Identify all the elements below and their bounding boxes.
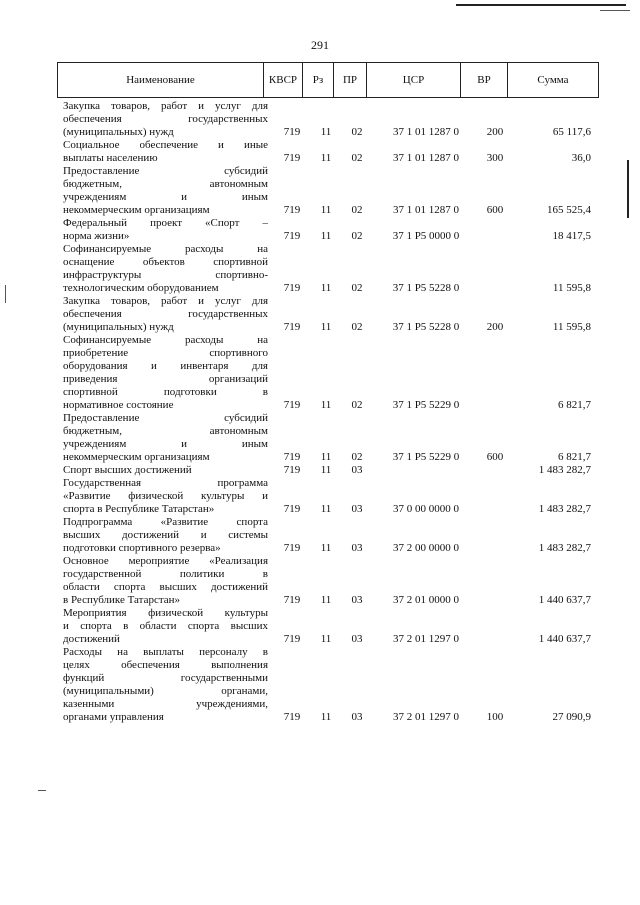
row-name-line: приведения организаций (63, 373, 268, 385)
row-pr: 02 (351, 230, 363, 242)
row-name-line: технологическим оборудованием (63, 282, 219, 294)
row-name-line: Основное мероприятие «Реализация (63, 555, 268, 567)
row-name-line: учреждениям и иным (63, 191, 268, 203)
table-row (57, 646, 597, 724)
row-sum: 27 090,9 (552, 711, 591, 723)
row-name-line: нормативное состояние (63, 399, 174, 411)
row-kvsr: 719 (283, 542, 301, 554)
row-csr: 37 1 P5 5228 0 (392, 321, 460, 333)
row-name (57, 217, 268, 243)
row-name (57, 295, 268, 334)
table-row (57, 295, 597, 334)
row-pr: 03 (351, 503, 363, 515)
row-name (57, 100, 268, 139)
row-name-line: выплаты населению (63, 152, 158, 164)
row-rz: 11 (320, 152, 332, 164)
row-csr: 37 0 00 0000 0 (393, 503, 459, 515)
row-vr: 200 (486, 126, 504, 138)
row-sum: 1 483 282,7 (538, 464, 591, 476)
row-name-line: органами управления (63, 711, 164, 723)
row-name-line: Мероприятия физической культуры (63, 607, 268, 619)
row-rz: 11 (320, 204, 332, 216)
row-sum: 1 440 637,7 (538, 594, 591, 606)
row-pr: 02 (351, 152, 363, 164)
row-name-line: (муниципальными) органами, (63, 685, 268, 697)
row-kvsr: 719 (283, 594, 301, 606)
row-kvsr: 719 (283, 451, 301, 463)
row-name-line: Закупка товаров, работ и услуг для (63, 100, 268, 112)
table-body (57, 100, 597, 724)
row-name-line: приобретение спортивного (63, 347, 268, 359)
header-sum: Сумма (508, 63, 599, 98)
row-pr: 03 (351, 594, 363, 606)
row-name (57, 334, 268, 412)
row-rz: 11 (320, 282, 332, 294)
row-pr: 02 (351, 204, 363, 216)
row-sum: 1 483 282,7 (538, 542, 591, 554)
row-csr: 37 1 01 1287 0 (393, 152, 459, 164)
row-vr: 300 (486, 152, 504, 164)
header-csr: ЦСР (367, 63, 461, 98)
row-pr: 02 (351, 399, 363, 411)
row-kvsr: 719 (283, 282, 301, 294)
row-name-line: оснащение объектов спортивной (63, 256, 268, 268)
row-rz: 11 (320, 542, 332, 554)
row-name (57, 243, 268, 295)
table-header (57, 62, 599, 98)
row-rz: 11 (320, 464, 332, 476)
scan-artifact (38, 790, 46, 791)
row-sum: 18 417,5 (552, 230, 591, 242)
row-name (57, 607, 268, 646)
header-kvsr: КВСР (264, 63, 303, 98)
row-name-line: в Республике Татарстан» (63, 594, 181, 606)
row-csr: 37 1 P5 0000 0 (392, 230, 460, 242)
row-name-line: высших достижений и системы (63, 529, 268, 541)
row-name-line: Спорт высших достижений (63, 464, 192, 476)
row-name-line: функций государственными (63, 672, 268, 684)
row-name-line: Софинансируемые расходы на (63, 243, 268, 255)
row-name-line: «Развитие физической культуры и (63, 490, 268, 502)
row-vr: 600 (486, 451, 504, 463)
row-pr: 03 (351, 633, 363, 645)
row-sum: 1 483 282,7 (538, 503, 591, 515)
row-name (57, 555, 268, 607)
scan-artifact (600, 10, 630, 11)
row-name-line: спортивной подготовки в (63, 386, 268, 398)
table-row (57, 165, 597, 217)
row-rz: 11 (320, 399, 332, 411)
row-csr: 37 2 01 1297 0 (393, 633, 459, 645)
row-name-line: Закупка товаров, работ и услуг для (63, 295, 268, 307)
row-rz: 11 (320, 230, 332, 242)
table-row (57, 516, 597, 555)
row-pr: 03 (351, 464, 363, 476)
row-csr: 37 1 P5 5229 0 (392, 399, 460, 411)
header-pr: ПР (334, 63, 367, 98)
row-name (57, 646, 268, 724)
table-row (57, 607, 597, 646)
row-name-line: оборудования и инвентаря для (63, 360, 268, 372)
scan-artifact (5, 285, 6, 303)
row-kvsr: 719 (283, 633, 301, 645)
row-name-line: Федеральный проект «Спорт – (63, 217, 268, 229)
row-sum: 1 440 637,7 (538, 633, 591, 645)
row-name-line: некоммерческим организациям (63, 204, 210, 216)
row-name-line: государственной политики в (63, 568, 268, 580)
row-name (57, 165, 268, 217)
table-row (57, 412, 597, 464)
row-name-line: Предоставление субсидий (63, 165, 268, 177)
row-name-line: обеспечения государственных (63, 308, 268, 320)
row-name (57, 477, 268, 516)
header-name: Наименование (58, 63, 264, 98)
row-rz: 11 (320, 321, 332, 333)
row-name-line: достижений (63, 633, 120, 645)
table-row (57, 139, 597, 165)
row-name-line: подготовки спортивного резерва» (63, 542, 221, 554)
row-pr: 02 (351, 451, 363, 463)
row-sum: 6 821,7 (558, 451, 591, 463)
row-rz: 11 (320, 451, 332, 463)
row-kvsr: 719 (283, 204, 301, 216)
row-vr: 600 (486, 204, 504, 216)
page-number: 291 (311, 38, 329, 52)
row-csr: 37 1 01 1287 0 (393, 126, 459, 138)
row-name-line: целях обеспечения выполнения (63, 659, 268, 671)
row-csr: 37 1 P5 5229 0 (392, 451, 460, 463)
row-name-line: Расходы на выплаты персоналу в (63, 646, 268, 658)
row-name-line: и спорта в области спорта высших (63, 620, 268, 632)
row-name-line: казенными учреждениями, (63, 698, 268, 710)
row-sum: 165 525,4 (547, 204, 591, 216)
row-csr: 37 1 P5 5228 0 (392, 282, 460, 294)
row-name-line: (муниципальных) нужд (63, 126, 174, 138)
row-name-line: области спорта высших достижений (63, 581, 268, 593)
row-name-line: некоммерческим организациям (63, 451, 210, 463)
table-row (57, 243, 597, 295)
row-name-line: бюджетным, автономным (63, 425, 268, 437)
row-name (57, 516, 268, 555)
row-pr: 02 (351, 282, 363, 294)
row-pr: 02 (351, 126, 363, 138)
scan-artifact (627, 160, 629, 218)
table-row (57, 217, 597, 243)
row-name-line: Государственная программа (63, 477, 268, 489)
row-kvsr: 719 (283, 152, 301, 164)
row-sum: 11 595,8 (552, 321, 591, 333)
row-sum: 36,0 (571, 152, 591, 164)
row-rz: 11 (320, 633, 332, 645)
header-vr: ВР (461, 63, 508, 98)
row-name (57, 139, 268, 165)
row-name-line: Социальное обеспечение и иные (63, 139, 268, 151)
row-csr: 37 1 01 1287 0 (393, 204, 459, 216)
table-row (57, 100, 597, 139)
row-sum: 11 595,8 (552, 282, 591, 294)
row-pr: 03 (351, 711, 363, 723)
row-name-line: Подпрограмма «Развитие спорта (63, 516, 268, 528)
header-rz: Рз (303, 63, 334, 98)
row-rz: 11 (320, 711, 332, 723)
row-rz: 11 (320, 126, 332, 138)
table-row (57, 334, 597, 412)
row-kvsr: 719 (283, 503, 301, 515)
row-csr: 37 2 00 0000 0 (393, 542, 459, 554)
row-kvsr: 719 (283, 399, 301, 411)
row-name (57, 412, 268, 464)
row-name-line: Софинансируемые расходы на (63, 334, 268, 346)
row-name-line: обеспечения государственных (63, 113, 268, 125)
row-name-line: бюджетным, автономным (63, 178, 268, 190)
row-kvsr: 719 (283, 321, 301, 333)
row-name-line: учреждениям и иным (63, 438, 268, 450)
table-row (57, 464, 597, 477)
row-name-line: норма жизни» (63, 230, 130, 242)
row-name-line: Предоставление субсидий (63, 412, 268, 424)
row-name-line: (муниципальных) нужд (63, 321, 174, 333)
row-csr: 37 2 01 0000 0 (393, 594, 459, 606)
row-pr: 03 (351, 542, 363, 554)
row-pr: 02 (351, 321, 363, 333)
table-row (57, 555, 597, 607)
row-name-line: спорта в Республике Татарстан» (63, 503, 215, 515)
row-kvsr: 719 (283, 464, 301, 476)
row-vr: 200 (486, 321, 504, 333)
row-name-line: инфраструктуры спортивно- (63, 269, 268, 281)
row-kvsr: 719 (283, 126, 301, 138)
scan-artifact (456, 4, 626, 6)
row-vr: 100 (486, 711, 504, 723)
row-name (57, 464, 268, 477)
row-rz: 11 (320, 594, 332, 606)
row-sum: 65 117,6 (552, 126, 591, 138)
row-kvsr: 719 (283, 230, 301, 242)
row-csr: 37 2 01 1297 0 (393, 711, 459, 723)
row-kvsr: 719 (283, 711, 301, 723)
table-row (57, 477, 597, 516)
row-rz: 11 (320, 503, 332, 515)
row-sum: 6 821,7 (558, 399, 591, 411)
